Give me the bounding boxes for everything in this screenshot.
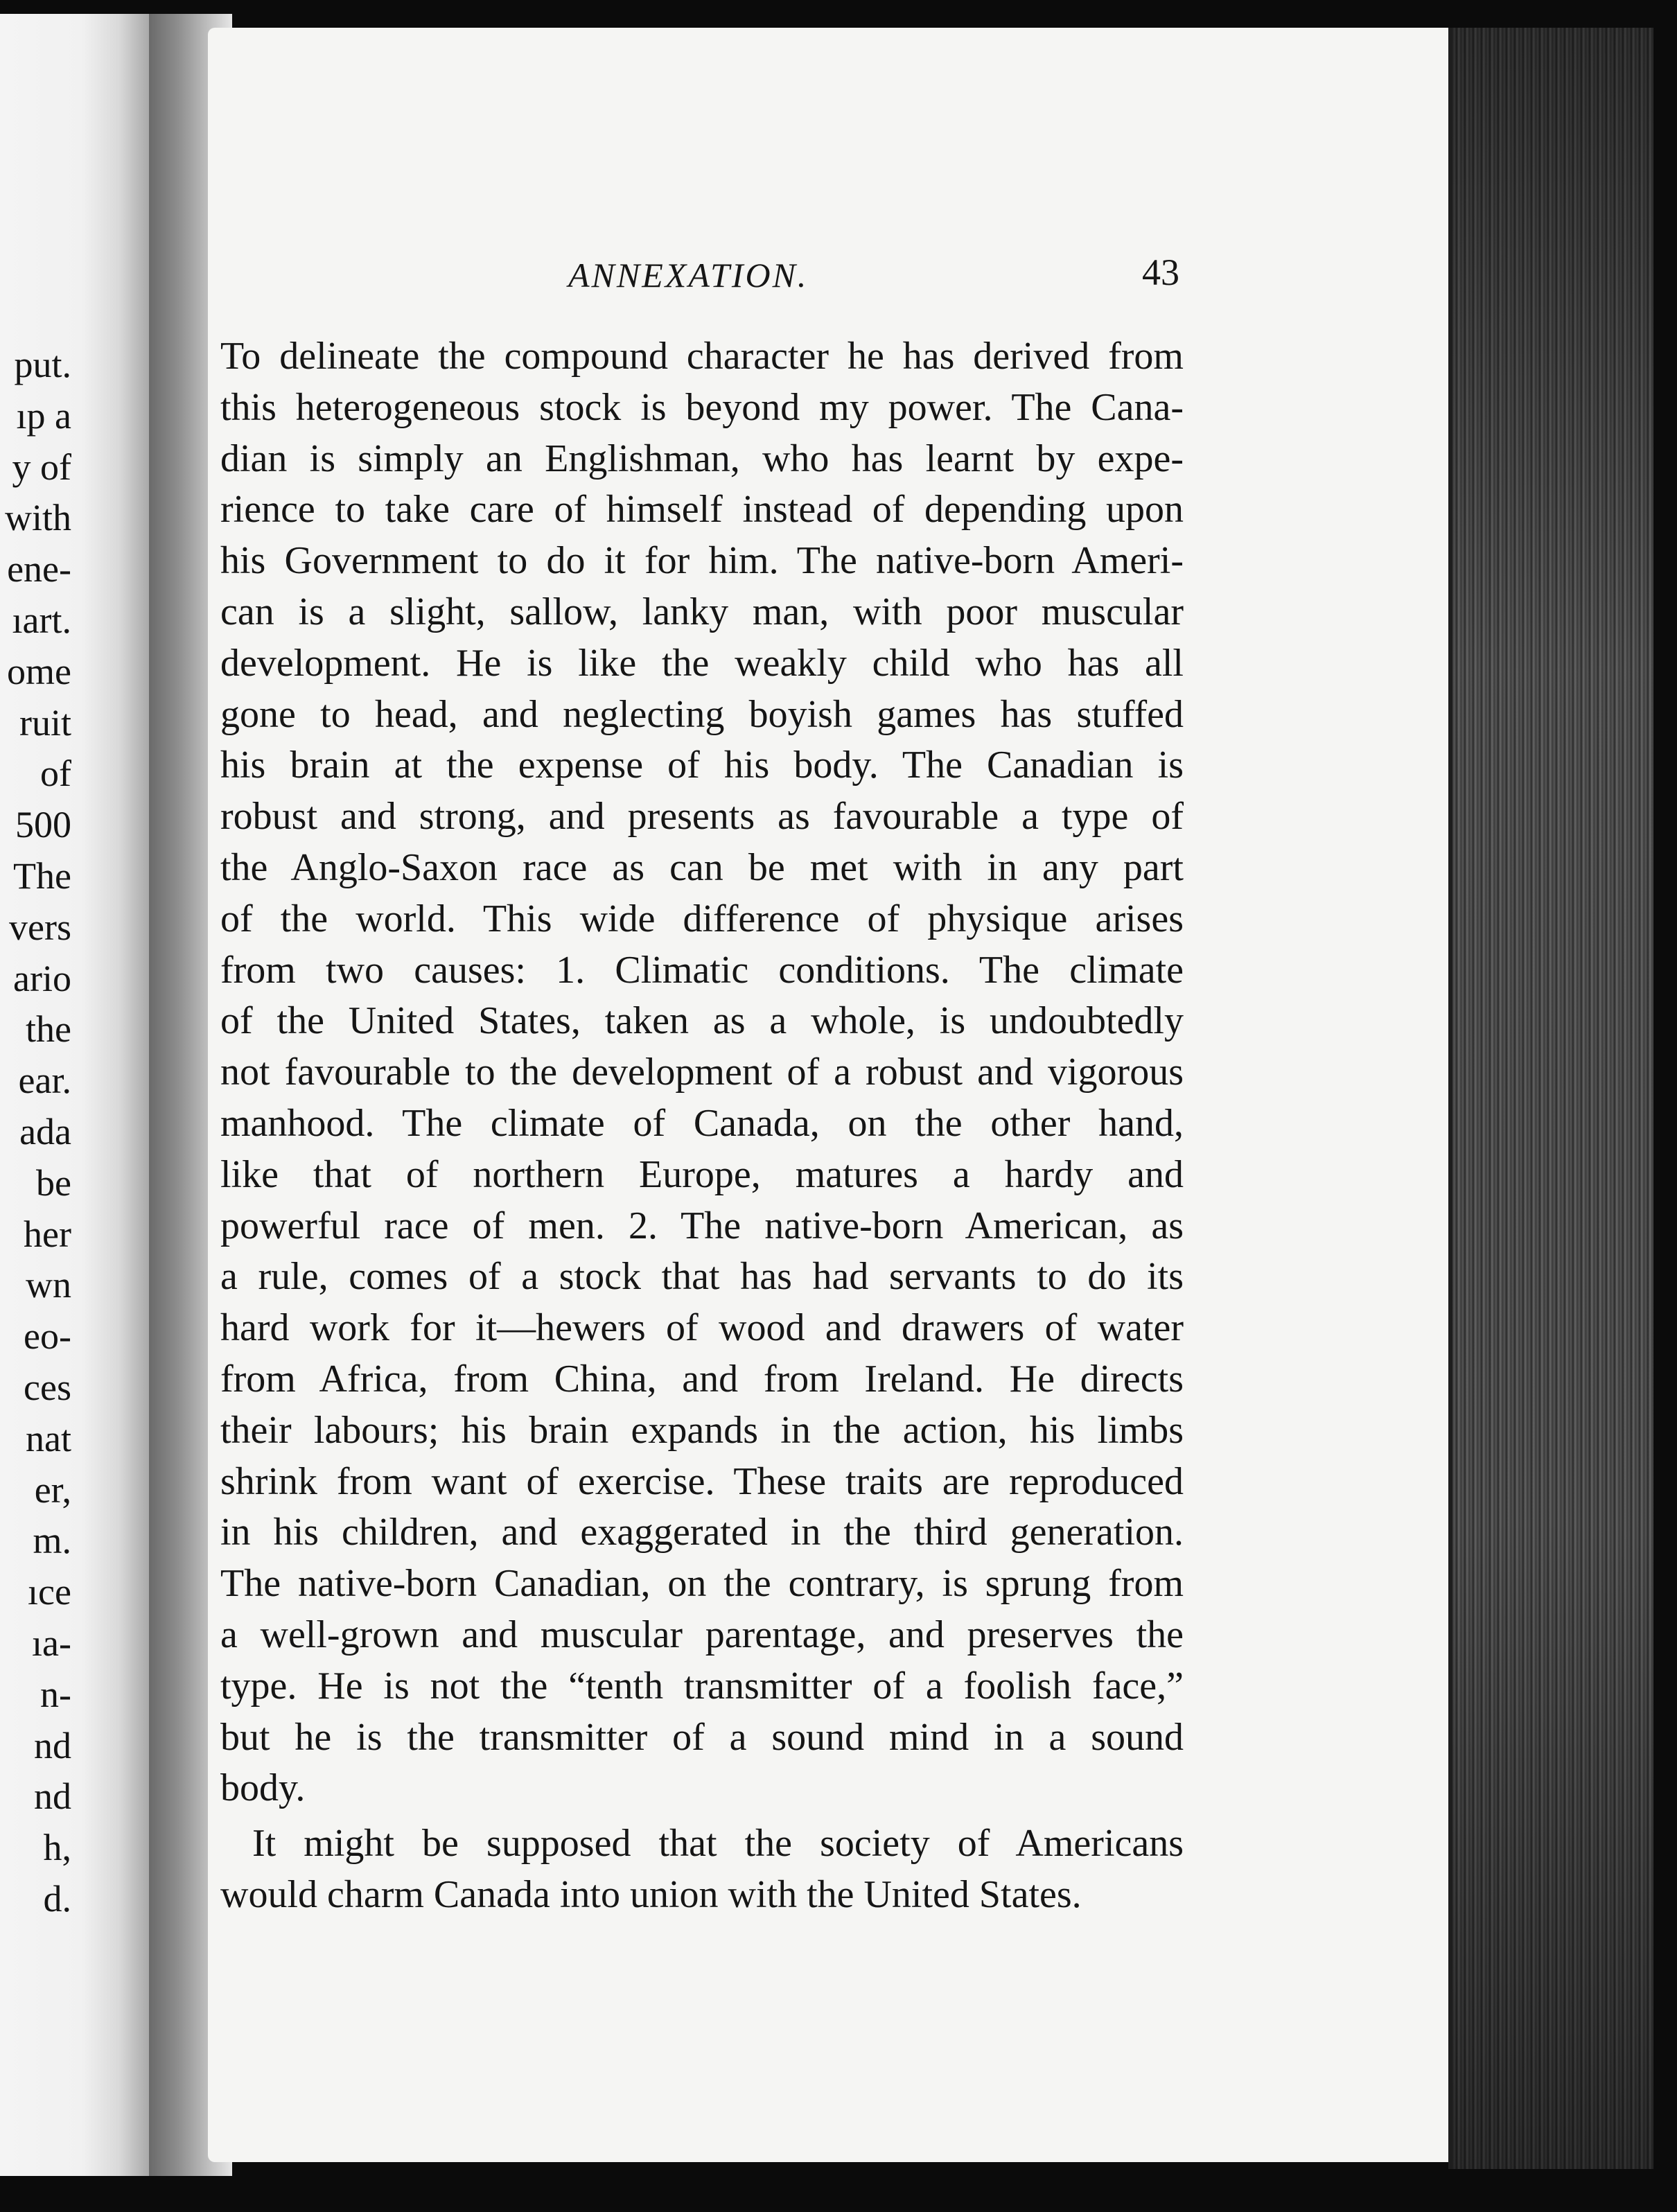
previous-page-line: ces — [24, 1366, 71, 1408]
text-line: in his children, and exaggerated in the third generation. — [220, 1511, 1184, 1554]
text-line: from two causes: 1. Climatic conditions. The climate — [220, 948, 1184, 992]
text-line: but he is the transmitter of a sound mind in a sound — [220, 1715, 1184, 1759]
text-line: can is a slight, sallow, lanky man, with poor muscular — [220, 590, 1184, 633]
previous-page-line: her — [24, 1213, 71, 1255]
previous-page-line: y of — [12, 446, 71, 488]
text-line: a rule, comes of a stock that has had servants to do its — [220, 1255, 1184, 1299]
previous-page-line: ada — [19, 1110, 71, 1152]
text-line: his Government to do it for him. The native-born Ameri- — [220, 539, 1184, 583]
previous-page-line: er, — [34, 1468, 71, 1511]
text-line: shrink from want of exercise. These traits are reproduced — [220, 1459, 1184, 1503]
text-line: rience to take care of himself instead of depending upon — [220, 488, 1184, 532]
text-line: of the world. This wide difference of physique arises — [220, 897, 1184, 940]
previous-page-line: 500 — [15, 804, 71, 846]
previous-page-line: ear. — [18, 1060, 71, 1102]
previous-page-line: wn — [26, 1264, 71, 1306]
text-line: hard work for it—hewers of wood and drawers of water — [220, 1306, 1184, 1350]
previous-page-line: eo- — [24, 1315, 71, 1358]
text-line: from Africa, from China, and from Ireland. He directs — [220, 1357, 1184, 1401]
previous-page-line: of — [40, 753, 71, 795]
previous-page-line: d. — [43, 1877, 71, 1920]
previous-page-line: ene- — [7, 548, 71, 590]
text-line: would charm Canada into union with the United States. — [220, 1872, 1082, 1916]
previous-page-line: put. — [14, 344, 71, 385]
previous-page-line: nd — [34, 1724, 71, 1766]
previous-page-line: nd — [34, 1775, 71, 1818]
previous-page-line: ıce — [28, 1571, 71, 1613]
running-head: ANNEXATION. — [568, 256, 809, 295]
paragraph-1 — [220, 331, 1184, 1814]
text-line: gone to head, and neglecting boyish games has stuffed — [220, 692, 1184, 736]
text-line: powerful race of men. 2. The native-born American, as — [220, 1204, 1184, 1247]
text-line: not favourable to the development of a robust and vigorous — [220, 1051, 1184, 1094]
previous-page-line: vers — [9, 906, 71, 948]
previous-page-line: n- — [40, 1673, 71, 1715]
previous-page-line: the — [26, 1008, 71, 1051]
page-block-edge — [1448, 28, 1653, 2169]
text-line: dian is simply an Englishman, who has learnt by expe- — [220, 437, 1184, 480]
previous-page-line: ıp a — [16, 394, 71, 437]
previous-page — [0, 14, 149, 2176]
previous-page-line-fragments — [0, 340, 71, 1925]
page-number: 43 — [1142, 252, 1179, 293]
text-line: robust and strong, and presents as favourable a type of — [220, 795, 1184, 839]
previous-page-line: nat — [26, 1417, 71, 1459]
previous-page-line: be — [36, 1161, 71, 1204]
text-line: To delineate the compound character he has derived from — [220, 335, 1184, 378]
text-line: It might be supposed that the society of Americans — [252, 1822, 1184, 1866]
previous-page-line: with — [4, 497, 71, 539]
body-text — [220, 331, 1184, 1921]
previous-page-line: ruit — [19, 701, 71, 744]
text-line: manhood. The climate of Canada, on the other hand, — [220, 1101, 1184, 1145]
text-line: the Anglo-Saxon race as can be met with in any part — [220, 845, 1184, 889]
text-line: of the United States, taken as a whole, is undoubtedly — [220, 999, 1184, 1043]
text-line: his brain at the expense of his body. The Canadian is — [220, 744, 1184, 787]
text-line: development. He is like the weakly child who has all — [220, 641, 1184, 685]
text-line: a well-grown and muscular parentage, and preserves the — [220, 1613, 1184, 1656]
paragraph-2 — [220, 1818, 1184, 1921]
previous-page-line: ıart. — [12, 599, 71, 641]
text-line: The native-born Canadian, on the contrary, is sprung from — [220, 1562, 1184, 1606]
text-line: their labours; his brain expands in the action, his limbs — [220, 1408, 1184, 1452]
previous-page-line: h, — [43, 1827, 71, 1869]
previous-page-line: The — [13, 854, 71, 897]
previous-page-line: ario — [13, 957, 71, 999]
text-line: like that of northern Europe, matures a hardy and — [220, 1152, 1184, 1196]
text-line: type. He is not the “tenth transmitter of a foolish face,” — [220, 1664, 1184, 1708]
previous-page-line: ıa- — [32, 1622, 71, 1664]
text-line: body. — [220, 1766, 306, 1810]
previous-page-line: ome — [7, 650, 71, 692]
previous-page-line: m. — [33, 1520, 71, 1562]
text-line: this heterogeneous stock is beyond my power. The Cana- — [220, 385, 1184, 429]
